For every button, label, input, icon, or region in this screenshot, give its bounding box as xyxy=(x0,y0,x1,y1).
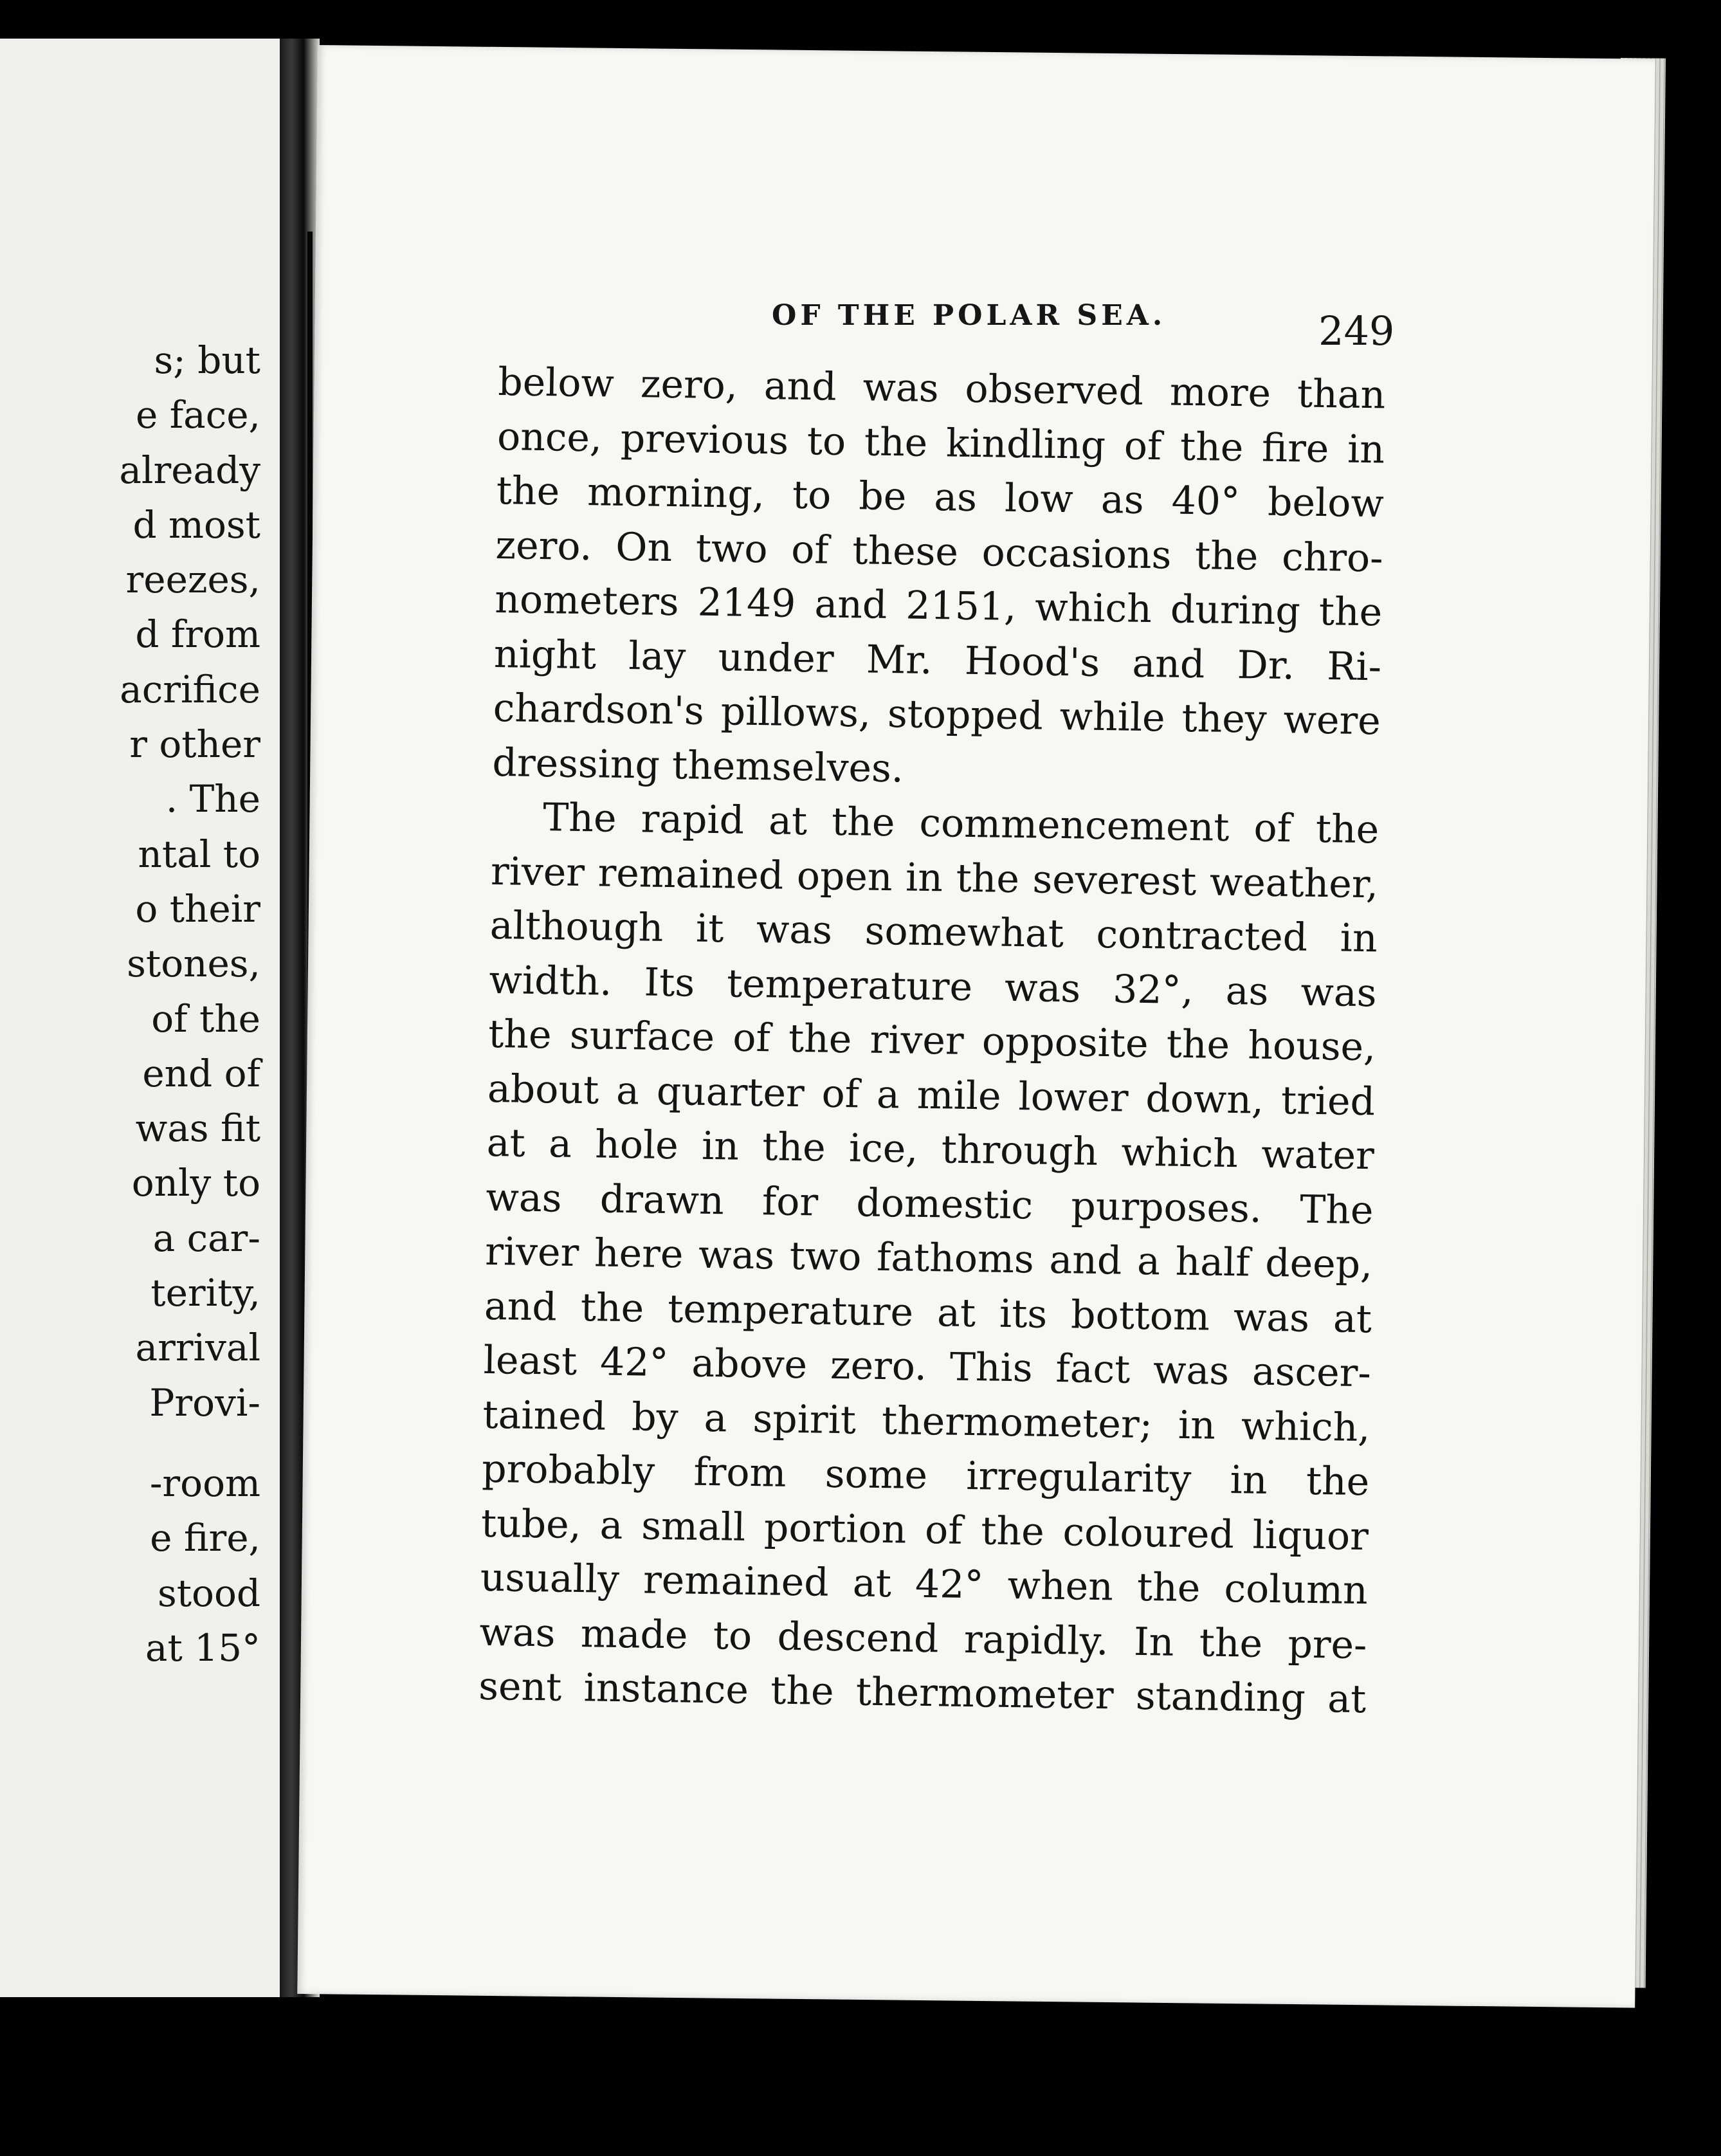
text-line: the surface of the river opposite the house, xyxy=(487,1011,1376,1070)
text-line: below zero, and was observed more than xyxy=(497,359,1386,418)
left-line: acrifice xyxy=(120,667,260,711)
text-line: river remained open in the severest weather, xyxy=(490,848,1379,907)
left-page-text xyxy=(0,333,260,1676)
text-line: was drawn for domestic purposes. The xyxy=(486,1174,1374,1233)
text-line: least 42° above zero. This fact was ascer- xyxy=(483,1337,1372,1396)
text-line: although it was somewhat contracted in xyxy=(489,902,1378,962)
left-line: e fire, xyxy=(150,1516,260,1560)
text-line: sent instance the thermometer standing at xyxy=(478,1663,1367,1722)
text-line: chardson's pillows, stopped while they were xyxy=(493,685,1381,744)
left-line: end of xyxy=(142,1051,260,1095)
left-line: only to xyxy=(131,1161,260,1205)
left-line: Provi- xyxy=(149,1380,260,1425)
left-line: stones, xyxy=(127,942,260,986)
running-head: OF THE POLAR SEA. xyxy=(772,299,1167,332)
text-line: nometers 2149 and 2151, which during the xyxy=(494,576,1383,635)
left-line: of the xyxy=(151,996,260,1041)
left-line: d from xyxy=(135,612,260,657)
text-line: and the temperature at its bottom was at xyxy=(484,1283,1372,1342)
page-number: 249 xyxy=(1318,307,1395,354)
left-line: d most xyxy=(132,502,260,547)
left-line: arrival xyxy=(135,1326,260,1370)
left-line: s; but xyxy=(154,338,260,382)
left-line: a car- xyxy=(152,1216,260,1260)
text-line: about a quarter of a mile lower down, tried xyxy=(487,1066,1376,1124)
text-line: width. Its temperature was 32°, as was xyxy=(489,957,1377,1016)
left-line: r other xyxy=(129,722,260,767)
text-line: The rapid at the commencement of the xyxy=(542,795,1380,853)
text-line: was made to descend rapidly. In the pre- xyxy=(479,1609,1367,1668)
left-line: . The xyxy=(165,777,260,821)
text-line: zero. On two of these occasions the chro- xyxy=(495,522,1383,581)
left-line: at 15° xyxy=(145,1625,260,1670)
left-facing-page xyxy=(0,39,280,1997)
text-line: tained by a spirit thermometer; in which, xyxy=(482,1392,1370,1450)
left-line: was fit xyxy=(135,1106,260,1151)
text-line: dressing themselves. xyxy=(492,740,904,791)
text-line: the morning, to be as low as 40° below xyxy=(496,468,1385,527)
left-line: reezes, xyxy=(125,558,260,602)
left-line: -room xyxy=(149,1461,260,1505)
text-line: once, previous to the kindling of the fire in xyxy=(496,414,1385,472)
text-line: at a hole in the ice, through which water xyxy=(486,1120,1375,1179)
left-line: terity, xyxy=(150,1271,260,1315)
text-line: night lay under Mr. Hood's and Dr. Ri- xyxy=(493,631,1382,690)
paragraph-gap xyxy=(0,1430,260,1456)
left-line: stood xyxy=(157,1571,260,1615)
text-line: probably from some irregularity in the xyxy=(481,1446,1370,1505)
text-line: river here was two fathoms and a half deep, xyxy=(484,1229,1373,1288)
left-line: o their xyxy=(135,886,260,931)
text-line: usually remained at 42° when the column xyxy=(480,1555,1369,1614)
left-line: e face, xyxy=(135,393,260,437)
text-line: tube, a small portion of the coloured liquor xyxy=(480,1501,1369,1559)
body-text xyxy=(478,355,1386,1727)
left-line: already xyxy=(119,448,260,492)
left-line: ntal to xyxy=(138,832,260,876)
